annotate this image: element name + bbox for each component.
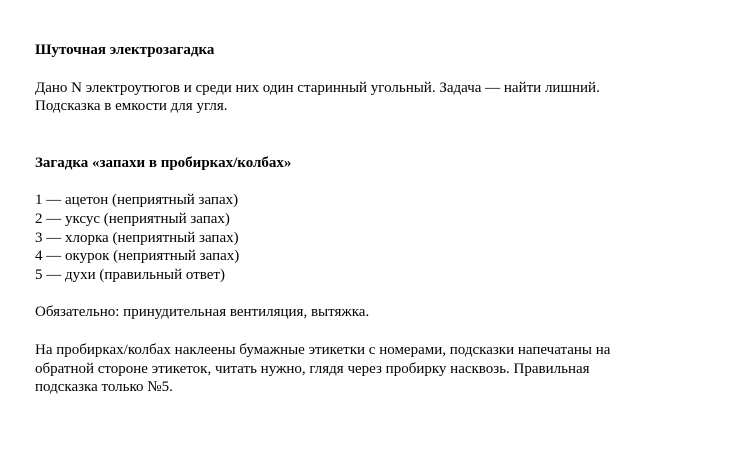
ventilation-note: Обязательно: принудительная вентиляция, вытяжка. [35, 304, 370, 321]
spacer [35, 284, 715, 303]
footer-line: обратной стороне этикеток, читать нужно, глядя через пробирку насквозь. Правильная [35, 360, 590, 377]
list-item: 4 — окурок (неприятный запах) [35, 248, 240, 265]
riddle1-line: Дано N электроутюгов и среди них один старинный угольный. Задача — найти лишний. [35, 79, 600, 96]
list-item: 3 — хлорка (неприятный запах) [35, 229, 239, 246]
riddle1-title: Шуточная электрозагадка [35, 42, 215, 58]
list-item: 2 — уксус (неприятный запах) [35, 210, 230, 227]
list-item: 5 — духи (правильный ответ) [35, 266, 225, 283]
footer-line: На пробирках/колбах наклеены бумажные этикетки с номерами, подсказки напечатаны на [35, 341, 611, 358]
riddle1-description [35, 79, 715, 116]
footer-line: подсказка только №5. [35, 379, 173, 396]
document-body [35, 41, 715, 397]
riddle2-title: Загадка «запахи в пробирках/колбах» [35, 154, 292, 171]
spacer [35, 60, 715, 79]
spacer [35, 116, 715, 154]
riddle2-footer [35, 341, 715, 397]
riddle1-line: Подсказка в емкости для угля. [35, 98, 228, 115]
list-item: 1 — ацетон (неприятный запах) [35, 192, 239, 209]
spacer [35, 322, 715, 341]
spacer [35, 172, 715, 191]
smell-list [35, 191, 715, 284]
